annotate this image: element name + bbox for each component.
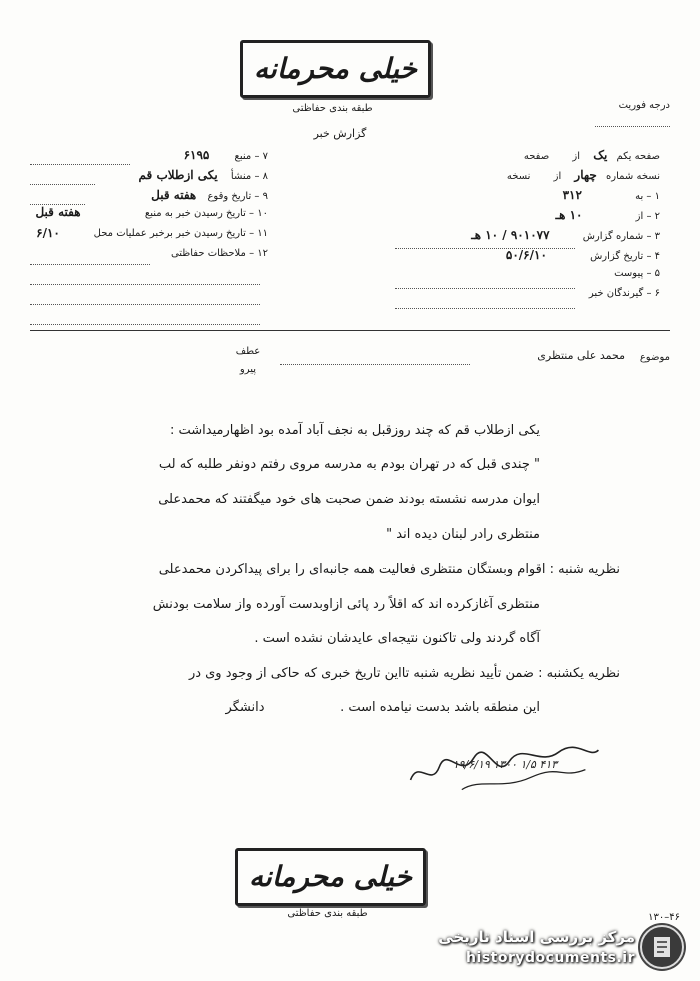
- priority-label: درجه فوریت: [618, 100, 670, 111]
- left-dotline: [30, 252, 150, 265]
- right-field-suffix: نسخه: [506, 171, 531, 182]
- right-field-row: [360, 248, 660, 262]
- right-field-row: [360, 148, 660, 162]
- right-field-value: ۱۰ هـ: [555, 208, 583, 222]
- signature-text: ۱۹/۶/۱۹ ۱۳۰۰ ۱/۵ ۴۱۳: [452, 758, 558, 771]
- right-field-label: ۶ – گیرندگان خبر: [588, 288, 660, 299]
- left-dotline: [30, 192, 85, 205]
- left-field-label: ۱۲ – ملاحظات حفاظتی: [170, 248, 268, 259]
- right-field-row: [360, 168, 660, 182]
- left-dotline: [30, 292, 260, 305]
- body-line: " چندی قبل که در تهران بودم به مدرسه مروی رفتم دونفر طلبه که لب: [158, 457, 540, 472]
- priority-dotline: [595, 114, 670, 127]
- left-field-label: ۱۰ – تاریخ رسیدن خبر به منبع: [144, 208, 268, 219]
- author-name: دانشگر: [225, 700, 265, 715]
- form-code: ۴۶–۱۳۰: [648, 912, 680, 923]
- left-field-label: ۹ – تاریخ وقوع: [207, 191, 268, 202]
- right-field-row: [360, 188, 660, 202]
- right-field-value: چهار: [574, 168, 597, 182]
- top-classification-stamp: خیلی محرمانه: [240, 40, 431, 98]
- body-line: نظریه شنبه : اقوام وبستگان منتظری فعالیت همه جانبه‌ای را برای پیداکردن محمدعلی: [158, 562, 620, 577]
- atf-label: عطف: [235, 346, 261, 357]
- right-field-label: ۳ – شماره گزارش: [582, 231, 660, 242]
- peyro-label: پیرو: [239, 364, 257, 375]
- body-line: منتظری آغازکرده اند که اقلاً رد پائی ازاوبدست آورده واز سلامت بودنش: [152, 597, 540, 612]
- left-field-value: هفته قبل: [151, 188, 197, 202]
- right-field-value: یک: [593, 148, 608, 162]
- body-line: منتظری رادر لبنان دیده اند ": [386, 527, 540, 542]
- body-line: آگاه گردند ولی تاکنون نتیجه‌ای عایدشان نشده است .: [254, 631, 540, 646]
- bottom-classification-stamp: خیلی محرمانه: [235, 848, 426, 906]
- left-dotline: [30, 152, 130, 165]
- right-field-value: ۵۰/۶/۱۰: [505, 248, 547, 262]
- left-field-value: یکی ازطلاب قم: [138, 168, 218, 182]
- subject-label: موضوع: [639, 352, 670, 363]
- right-field-label: نسخه شماره: [606, 171, 660, 182]
- right-field-value: ۳۱۲: [562, 188, 582, 202]
- right-field-label: ۵ – پیوست: [614, 268, 660, 279]
- subject-dotline: [280, 352, 470, 365]
- watermark-logo: [640, 925, 684, 969]
- right-dotline: [395, 236, 575, 249]
- body-line: یکی ازطلاب قم که چند روزقبل به نجف آباد آمده بود اظهارمیداشت :: [170, 423, 540, 438]
- left-dotline: [30, 312, 260, 325]
- left-field-label: ۱۱ – تاریخ رسیدن خبر برخبر عملیات محل: [93, 228, 268, 239]
- left-field-value-received-ops: ۶/۱۰: [36, 226, 60, 240]
- header-divider: [30, 330, 670, 331]
- left-field-label: ۸ – منشأ: [230, 171, 268, 182]
- left-field-value: ۶۱۹۵: [183, 148, 210, 162]
- right-field-mid: از: [572, 151, 581, 162]
- right-field-row: [360, 208, 660, 222]
- left-field-label: ۷ – منبع: [234, 151, 268, 162]
- report-title: گزارش خبر: [313, 127, 367, 140]
- body-line: ایوان مدرسه نشسته بودند ضمن صحبت های خود میگفتند که محمدعلی: [158, 492, 540, 507]
- right-field-label: ۲ – از: [635, 211, 660, 222]
- right-field-mid: از: [553, 171, 562, 182]
- right-dotline: [395, 296, 575, 309]
- bottom-classification-label: طبقه بندی حفاظتی: [287, 908, 368, 919]
- right-field-label: ۴ – تاریخ گزارش: [590, 251, 660, 262]
- left-field-value-received-source: هفته قبل: [35, 205, 81, 219]
- left-dotline: [30, 172, 95, 185]
- top-classification-label: طبقه بندی حفاظتی: [292, 103, 373, 114]
- right-field-value: ۹۰۱۰۷۷ / ۱۰ هـ: [471, 228, 550, 242]
- document-archive-icon: [640, 925, 684, 969]
- subject-value: محمد علی منتظری: [537, 349, 625, 362]
- right-field-suffix: صفحه: [523, 151, 550, 162]
- watermark-title: مرکز بررسی اسناد تاریخی: [438, 928, 635, 946]
- body-line: این منطقه باشد بدست نیامده است .: [340, 700, 540, 715]
- right-field-label: ۱ – به: [635, 191, 660, 202]
- watermark-url: historydocuments.ir: [466, 950, 635, 966]
- right-dotline: [395, 276, 575, 289]
- right-field-label: صفحه یکم: [616, 151, 660, 162]
- left-dotline: [30, 272, 260, 285]
- body-line: نظریه یکشنبه : ضمن تأیید نظریه شنبه تااین تاریخ خبری که حاکی از وجود وی در: [188, 666, 620, 681]
